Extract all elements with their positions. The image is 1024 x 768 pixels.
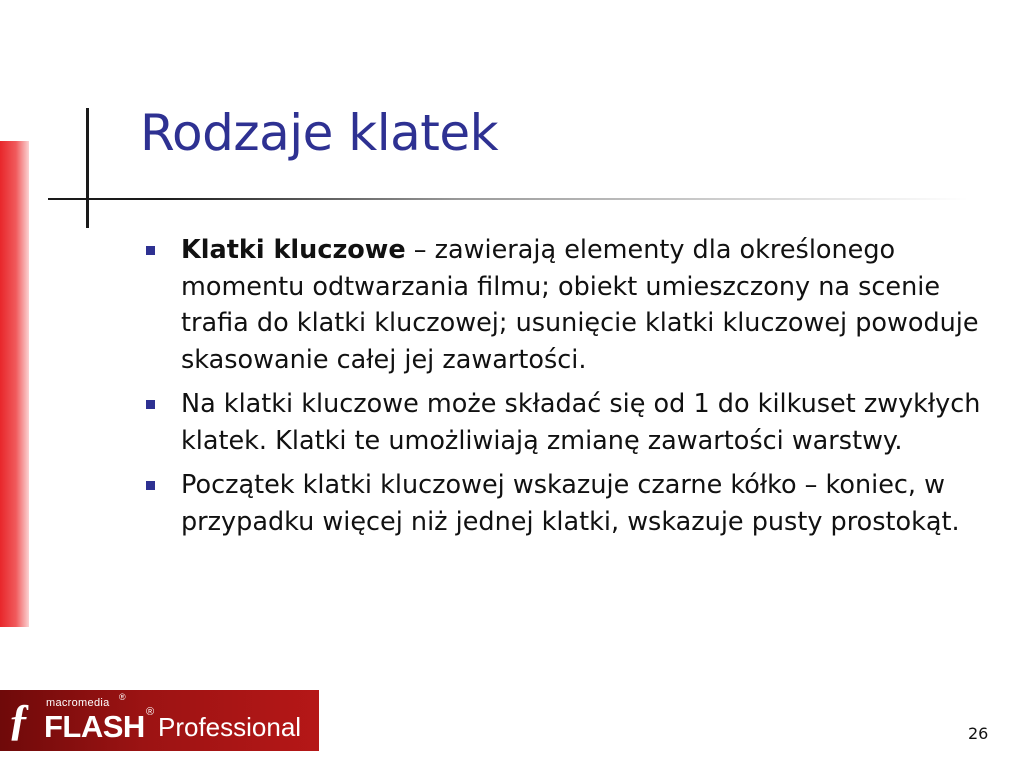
slide-title: Rodzaje klatek (140, 104, 499, 162)
bullet-item-3 (140, 467, 1000, 540)
page-number: 26 (968, 724, 989, 743)
logo-brand: macromedia (46, 697, 110, 709)
logo-product: FLASH (44, 709, 145, 744)
title-horizontal-rule (48, 198, 968, 200)
bullet-text: Początek klatki kluczowej wskazuje czarne kółko – koniec, w przypadku więcej niż jednej klatki, wskazuje pusty prostokąt. (181, 470, 960, 537)
logo-brand-registered-mark: ® (119, 692, 126, 702)
left-accent-bar (0, 141, 29, 627)
square-bullet-icon (146, 481, 155, 490)
bullet-item-1 (140, 232, 1000, 378)
square-bullet-icon (146, 400, 155, 409)
bullet-text: Na klatki kluczowe może składać się od 1 do kilkuset zwykłych klatek. Klatki te umożliwiają zmianę zawartości warstwy. (181, 389, 981, 456)
flash-f-icon: ƒ (8, 695, 30, 744)
square-bullet-icon (146, 246, 155, 255)
logo-product-registered-mark: ® (146, 706, 155, 718)
bullet-item-2 (140, 386, 1000, 459)
bullet-term: Klatki kluczowe (181, 235, 406, 265)
bullet-text: – zawierają elementy dla określonego momentu odtwarzania filmu; obiekt umieszczony na scenie trafia do klatki kluczowej; usunięcie klatki kluczowej powoduje skasowanie całej jej zawartości. (181, 235, 979, 375)
macromedia-flash-logo (0, 690, 319, 751)
logo-edition: Professional (158, 712, 302, 742)
bullet-list (140, 232, 1000, 548)
title-vertical-rule (86, 108, 89, 228)
